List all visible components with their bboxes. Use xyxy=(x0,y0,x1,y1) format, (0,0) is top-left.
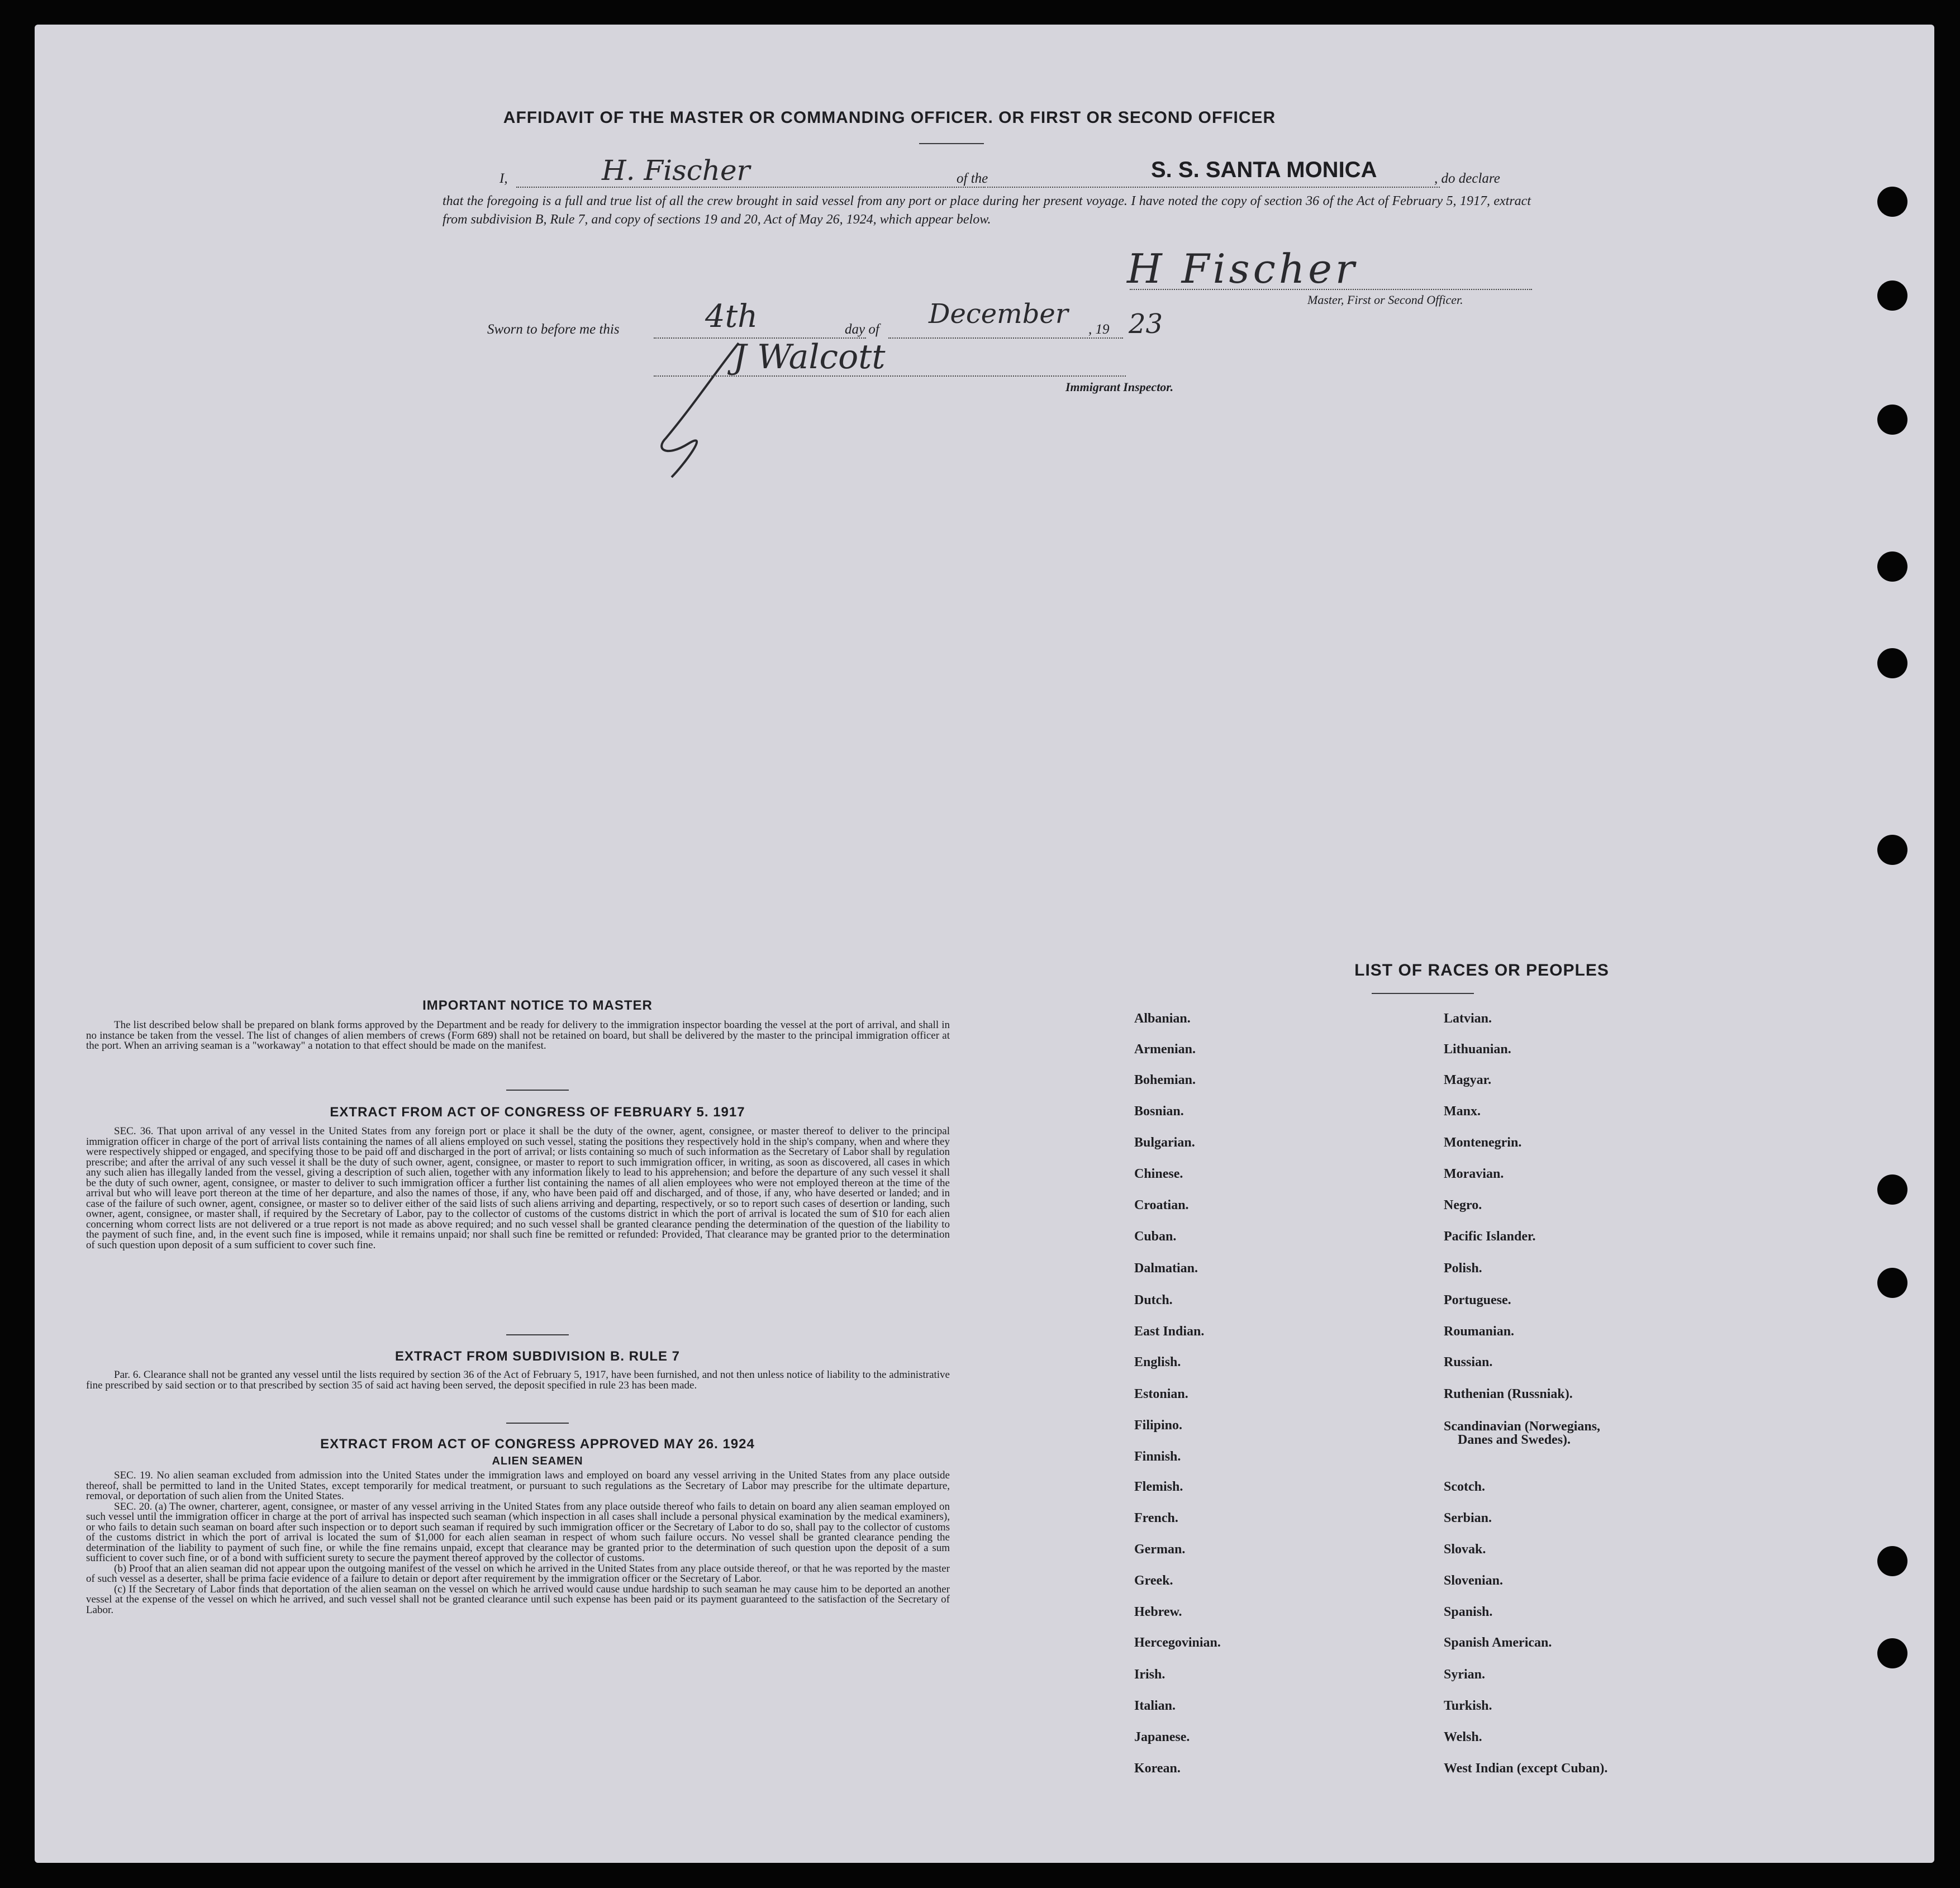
race-item: Bohemian. xyxy=(1134,1073,1196,1087)
declaration-text: that the foregoing is a full and true list of all the crew brought in said vessel from any port or place during her present voyage. I have noted the copy of section 36 of the Act of February 5, 1917, extract from subdivision B, Rule 7, and copy of sections 19 and 20, Act of May 26, 1924, which appear below. xyxy=(443,194,1531,227)
sec-20b: (b) Proof that an alien seaman did not appear upon the outgoing manifest of the vessel on which he arrived in the United States from any place outside thereof, or that he was reported by the master of such vessel as a deserter, shall be prima facie evidence of a failure to detain or deport after requirement by the immigration officer or the Secretary of Labor. xyxy=(86,1562,950,1585)
extract-1917-text: SEC. 36. That upon arrival of any vessel in the United States from any foreign port or place it shall be the duty of the owner, agent, consignee, or master thereof to deliver to the principal immigration officer in charge of the port of arrival lists containing the names of all aliens employed on such vessel, stating the positions they respectively hold in the ship's company, when and where they were respectively shipped or engaged, and specifying those to be paid off and discharged in the port of arrival; or lists containing so much of such information as the Secretary of Labor shall by regulation prescribe; and after the arrival of any such vessel it shall be the duty of such owner, agent, consignee, or master to report to such immigration officer, in writing, as soon as discovered, all cases in which any such alien has illegally landed from the vessel, giving a description of such alien, together with any information likely to lead to his apprehension; and before the departure of any such vessel it shall be the duty of such owner, agent, consignee, or master to deliver to such immigration officer a further list containing the names of all alien employees who were not employed thereon at the time of the arrival but who will leave port thereon at the time of her departure, and also the names of those, if any, who have been paid off and discharged, and of those, if any, who have deserted or landed; and in case of the failure of such owner, agent, consignee, or master so to deliver either of the said lists of such aliens arriving and departing, respectively, or so to report such cases of desertion or landing, such owner, agent, consignee, or master shall, if required by the Secretary of Labor, pay to the collector of customs of the customs district in which the port of arrival is located the sum of $10 for each alien concerning whom correct lists are not delivered or a true report is not made as above required; and no such vessel shall be granted clearance pending the determination of the question of the liability to the payment of such fine, and, in the event such fine is imposed, while it remains unpaid; nor shall such fine be remitted or refunded: Provided, That clearance may be granted prior to the determination of such question upon deposit of a sum sufficient to cover such fine. xyxy=(86,1125,950,1251)
divider xyxy=(506,1423,569,1424)
race-item: Danes and Swedes). xyxy=(1458,1433,1571,1447)
sworn-month: December xyxy=(929,298,1068,330)
race-item: Greek. xyxy=(1134,1573,1173,1588)
sec-20c: (c) If the Secretary of Labor finds that deportation of the alien seaman on the vessel on which he arrived would cause undue hardship to such seaman he may cause him to be deported an another vessel at the expense of the vessel on which he arrived, and such vessel shall not be granted clearance until such expense has been paid or its payment guaranteed to the satisfaction of the Secretary of Labor. xyxy=(86,1583,950,1616)
signature-flourish xyxy=(649,337,795,483)
race-item: Manx. xyxy=(1444,1104,1481,1119)
master-label: Master, First or Second Officer. xyxy=(1307,293,1463,307)
extract-1924-subtitle: ALIEN SEAMEN xyxy=(492,1455,583,1467)
race-item: Dalmatian. xyxy=(1134,1261,1198,1276)
punch-hole xyxy=(1877,551,1907,582)
race-item: Filipino. xyxy=(1134,1418,1183,1433)
day-of-label: day of xyxy=(845,322,879,337)
race-item: East Indian. xyxy=(1134,1324,1205,1339)
punch-hole xyxy=(1877,835,1907,865)
master-signature: H Fischer xyxy=(1127,245,1358,292)
inspector-blank xyxy=(654,375,1126,377)
inspector-label: Immigrant Inspector. xyxy=(1065,380,1174,394)
race-item: Roumanian. xyxy=(1444,1324,1515,1339)
race-item: German. xyxy=(1134,1542,1186,1557)
divider xyxy=(506,1090,569,1091)
race-item: Polish. xyxy=(1444,1261,1482,1276)
race-item: Bosnian. xyxy=(1134,1104,1184,1119)
races-rule xyxy=(1372,993,1474,994)
punch-hole xyxy=(1877,648,1907,678)
punch-hole xyxy=(1877,1638,1907,1668)
race-item: English. xyxy=(1134,1355,1181,1369)
sec-20a: SEC. 20. (a) The owner, charterer, agent, consignee, or master of any vessel arriving in the United States from any place outside thereof who fails to detain on board any alien seaman employed on such vessel until the immigration officer in charge at the port of arrival has inspected such seaman (which inspection in all cases shall include a personal physical examination by the medical examiners), or who fails to detain such seaman on board after such inspection or to deport such seaman if required by such immigration officer or the Secretary of Labor to do so, shall pay to the collector of customs of the customs district in which the port of arrival is located the sum of $1,000 for each alien seaman in respect of whom such failure occurs. No vessel shall be granted clearance pending the determination of the liability to payment of such fine, or while the fine remains unpaid, except that clearance may be granted prior to the determination of such question upon the deposit of a sum sufficient to cover such fine, or of a bond with sufficient surety to secure the payment thereof approved by the collector of customs. xyxy=(86,1500,950,1564)
do-declare: , do declare xyxy=(1434,171,1500,186)
extract-1924-title: EXTRACT FROM ACT OF CONGRESS APPROVED MAY 26. 1924 xyxy=(320,1437,755,1452)
punch-hole xyxy=(1877,187,1907,217)
race-item: Montenegrin. xyxy=(1444,1135,1522,1150)
punch-hole xyxy=(1877,1174,1907,1205)
of-the-label: of the xyxy=(957,171,988,186)
punch-hole xyxy=(1877,405,1907,435)
race-item: Estonian. xyxy=(1134,1387,1188,1401)
race-item: Latvian. xyxy=(1444,1011,1492,1026)
race-item: Magyar. xyxy=(1444,1073,1492,1087)
race-item: Italian. xyxy=(1134,1699,1176,1713)
extract-1917-title: EXTRACT FROM ACT OF CONGRESS OF FEBRUARY 5. 1917 xyxy=(330,1105,745,1120)
race-item: Scotch. xyxy=(1444,1480,1485,1494)
vessel-name: S. S. SANTA MONICA xyxy=(1151,158,1377,182)
race-item: Hercegovinian. xyxy=(1134,1635,1221,1650)
race-item: Bulgarian. xyxy=(1134,1135,1195,1150)
race-item: Chinese. xyxy=(1134,1167,1183,1181)
race-item: French. xyxy=(1134,1511,1178,1525)
race-item: Spanish American. xyxy=(1444,1635,1552,1650)
race-item: Hebrew. xyxy=(1134,1605,1182,1619)
race-item: Cuban. xyxy=(1134,1229,1177,1244)
notice-text: The list described below shall be prepared on blank forms approved by the Department and be ready for delivery to the immigration inspector boarding the vessel at the port of arrival, and shall in no instance be taken from the vessel. The list of changes of alien members of crews (Form 689) shall not be retained on board, but shall be delivered by the master to the principal immigration officer at the port. When an arriving seaman is a "workaway" a notation to that effect should be made on the manifest. xyxy=(86,1019,950,1052)
inspector-signature: J Walcott xyxy=(733,337,886,377)
race-item: Slovenian. xyxy=(1444,1573,1504,1588)
race-item: Moravian. xyxy=(1444,1167,1504,1181)
officer-name: H. Fischer xyxy=(602,154,750,187)
race-item: Ruthenian (Russniak). xyxy=(1444,1387,1573,1401)
race-item: Croatian. xyxy=(1134,1198,1189,1212)
name-blank xyxy=(516,187,986,188)
race-item: Portuguese. xyxy=(1444,1293,1511,1307)
year-suffix: 23 xyxy=(1129,308,1163,340)
race-item: Russian. xyxy=(1444,1355,1493,1369)
race-item: Turkish. xyxy=(1444,1699,1492,1713)
race-item: West Indian (except Cuban). xyxy=(1444,1761,1608,1776)
race-item: Korean. xyxy=(1134,1761,1181,1776)
sworn-day: 4th xyxy=(705,298,758,335)
race-item: Pacific Islander. xyxy=(1444,1229,1536,1244)
year-prefix: , 19 xyxy=(1088,322,1110,337)
race-item: Dutch. xyxy=(1134,1293,1173,1307)
race-item: Irish. xyxy=(1134,1667,1165,1682)
race-item: Serbian. xyxy=(1444,1511,1492,1525)
month-blank xyxy=(888,337,1123,339)
punch-hole xyxy=(1877,1546,1907,1576)
title-rule xyxy=(919,143,984,144)
i-label: I, xyxy=(499,171,508,186)
race-item: Flemish. xyxy=(1134,1480,1183,1494)
race-item: Slovak. xyxy=(1444,1542,1486,1557)
races-title: LIST OF RACES OR PEOPLES xyxy=(1354,961,1609,979)
race-item: Welsh. xyxy=(1444,1730,1482,1744)
race-item: Japanese. xyxy=(1134,1730,1190,1744)
race-item: Scandinavian (Norwegians, xyxy=(1444,1419,1601,1434)
sworn-label: Sworn to before me this xyxy=(487,322,620,337)
rule7-title: EXTRACT FROM SUBDIVISION B. RULE 7 xyxy=(394,1349,681,1364)
race-item: Negro. xyxy=(1444,1198,1482,1212)
race-item: Lithuanian. xyxy=(1444,1042,1511,1057)
sec-19: SEC. 19. No alien seaman excluded from admission into the United States under the immigration laws and employed on board any vessel arriving in the United States from any place outside thereof, shall be permitted to land in the United States, except temporarily for medical treatment, or pursuant to such regulations as the Secretary of Labor may prescribe for the ultimate departure, removal, or deportation of such alien from the United States. xyxy=(86,1469,950,1502)
affidavit-title: AFFIDAVIT OF THE MASTER OR COMMANDING OFFICER. OR FIRST OR SECOND OFFICER xyxy=(503,108,1276,127)
race-item: Armenian. xyxy=(1134,1042,1196,1057)
master-blank xyxy=(1130,289,1532,290)
extract-1924-body xyxy=(86,1471,950,1615)
punch-hole xyxy=(1877,1268,1907,1298)
vessel-blank xyxy=(987,187,1440,188)
race-item: Syrian. xyxy=(1444,1667,1486,1682)
race-item: Albanian. xyxy=(1134,1011,1191,1026)
rule7-text: Par. 6. Clearance shall not be granted any vessel until the lists required by section 36 of the Act of February 5, 1917, have been furnished, and not then unless notice of liability to the administrative fine prescribed by said section or to that prescribed by section 35 of said act having been served, the deposit specified in rule 23 has been made. xyxy=(86,1369,950,1391)
punch-hole xyxy=(1877,280,1907,311)
race-item: Spanish. xyxy=(1444,1605,1493,1619)
divider xyxy=(506,1334,569,1335)
document-page xyxy=(35,25,1934,1863)
notice-title: IMPORTANT NOTICE TO MASTER xyxy=(422,998,653,1013)
race-item: Finnish. xyxy=(1134,1449,1181,1464)
